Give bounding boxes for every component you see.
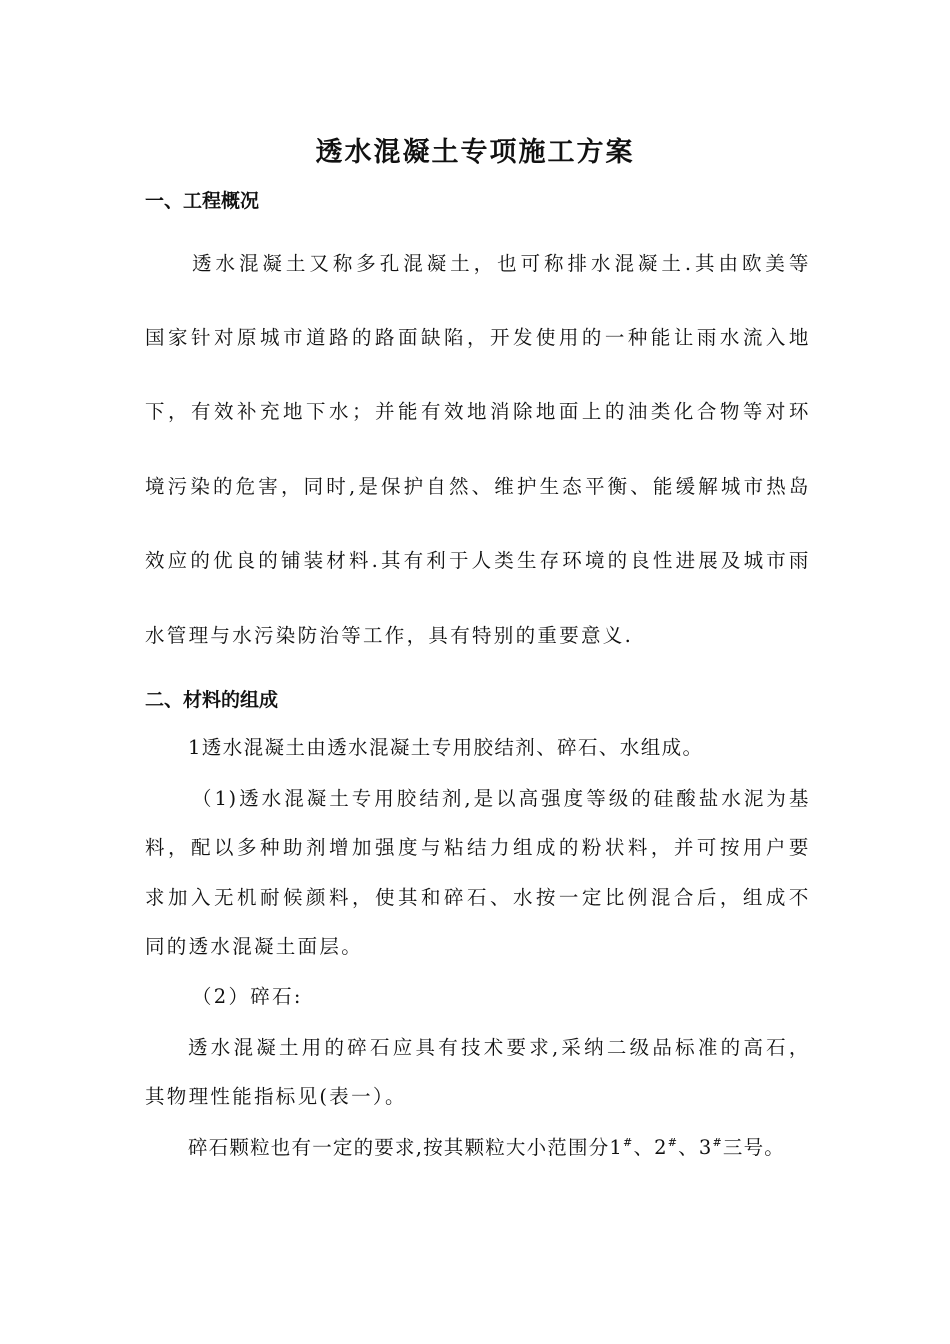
- size-mark-3: #: [712, 1136, 723, 1149]
- binder-line-2: 料，配以多种助剂增加强度与粘结力组成的粉状料，并可按用户要: [145, 836, 810, 859]
- overview-line-6: 水管理与水污染防治等工作，具有特别的重要意义.: [145, 624, 634, 647]
- size-mark-1: #: [623, 1136, 634, 1149]
- gravel-size-2: 2: [654, 1136, 668, 1159]
- gravel-size-text: 碎石颗粒也有一定的要求,按其颗粒大小范围分: [188, 1136, 610, 1159]
- gravel-label: （2）碎石:: [192, 985, 303, 1008]
- section-heading-overview: 一、工程概况: [145, 190, 260, 212]
- size-separator-2: 、: [678, 1136, 699, 1159]
- overview-line-5: 效应的优良的铺装材料.其有利于人类生存环境的良性进展及城市雨: [145, 549, 810, 572]
- binder-line-3: 求加入无机耐候颜料，使其和碎石、水按一定比例混合后，组成不: [145, 886, 810, 909]
- document-title: 透水混凝土专项施工方案: [315, 137, 635, 168]
- overview-line-1: 透水混凝土又称多孔混凝土，也可称排水混凝土.其由欧美等: [192, 252, 810, 275]
- section-heading-materials: 二、材料的组成: [145, 689, 279, 711]
- gravel-line-2: 其物理性能指标见(表一）。: [145, 1085, 407, 1108]
- gravel-size-3: 3: [698, 1136, 713, 1159]
- gravel-line-1: 透水混凝土用的碎石应具有技术要求,采纳二级品标准的高石，: [188, 1036, 810, 1059]
- gravel-size-suffix: 三号。: [722, 1136, 786, 1159]
- gravel-size-1: 1: [609, 1136, 624, 1159]
- binder-line-1: （1)透水混凝土专用胶结剂,是以高强度等级的硅酸盐水泥为基: [192, 787, 810, 810]
- overview-line-4: 境污染的危害，同时,是保护自然、维护生态平衡、能缓解城市热岛: [145, 475, 810, 498]
- binder-line-4: 同的透水混凝土面层。: [145, 935, 364, 958]
- gravel-size-line: [188, 1133, 853, 1163]
- materials-item-1: 1透水混凝土由透水混凝土专用胶结剂、碎石、水组成。: [188, 736, 704, 759]
- size-separator-1: 、: [633, 1136, 655, 1159]
- overview-line-3: 下，有效补充地下水；并能有效地消除地面上的油类化合物等对环: [145, 400, 810, 423]
- size-mark-2: #: [667, 1136, 679, 1149]
- overview-line-2: 国家针对原城市道路的路面缺陷，开发使用的一种能让雨水流入地: [145, 326, 810, 349]
